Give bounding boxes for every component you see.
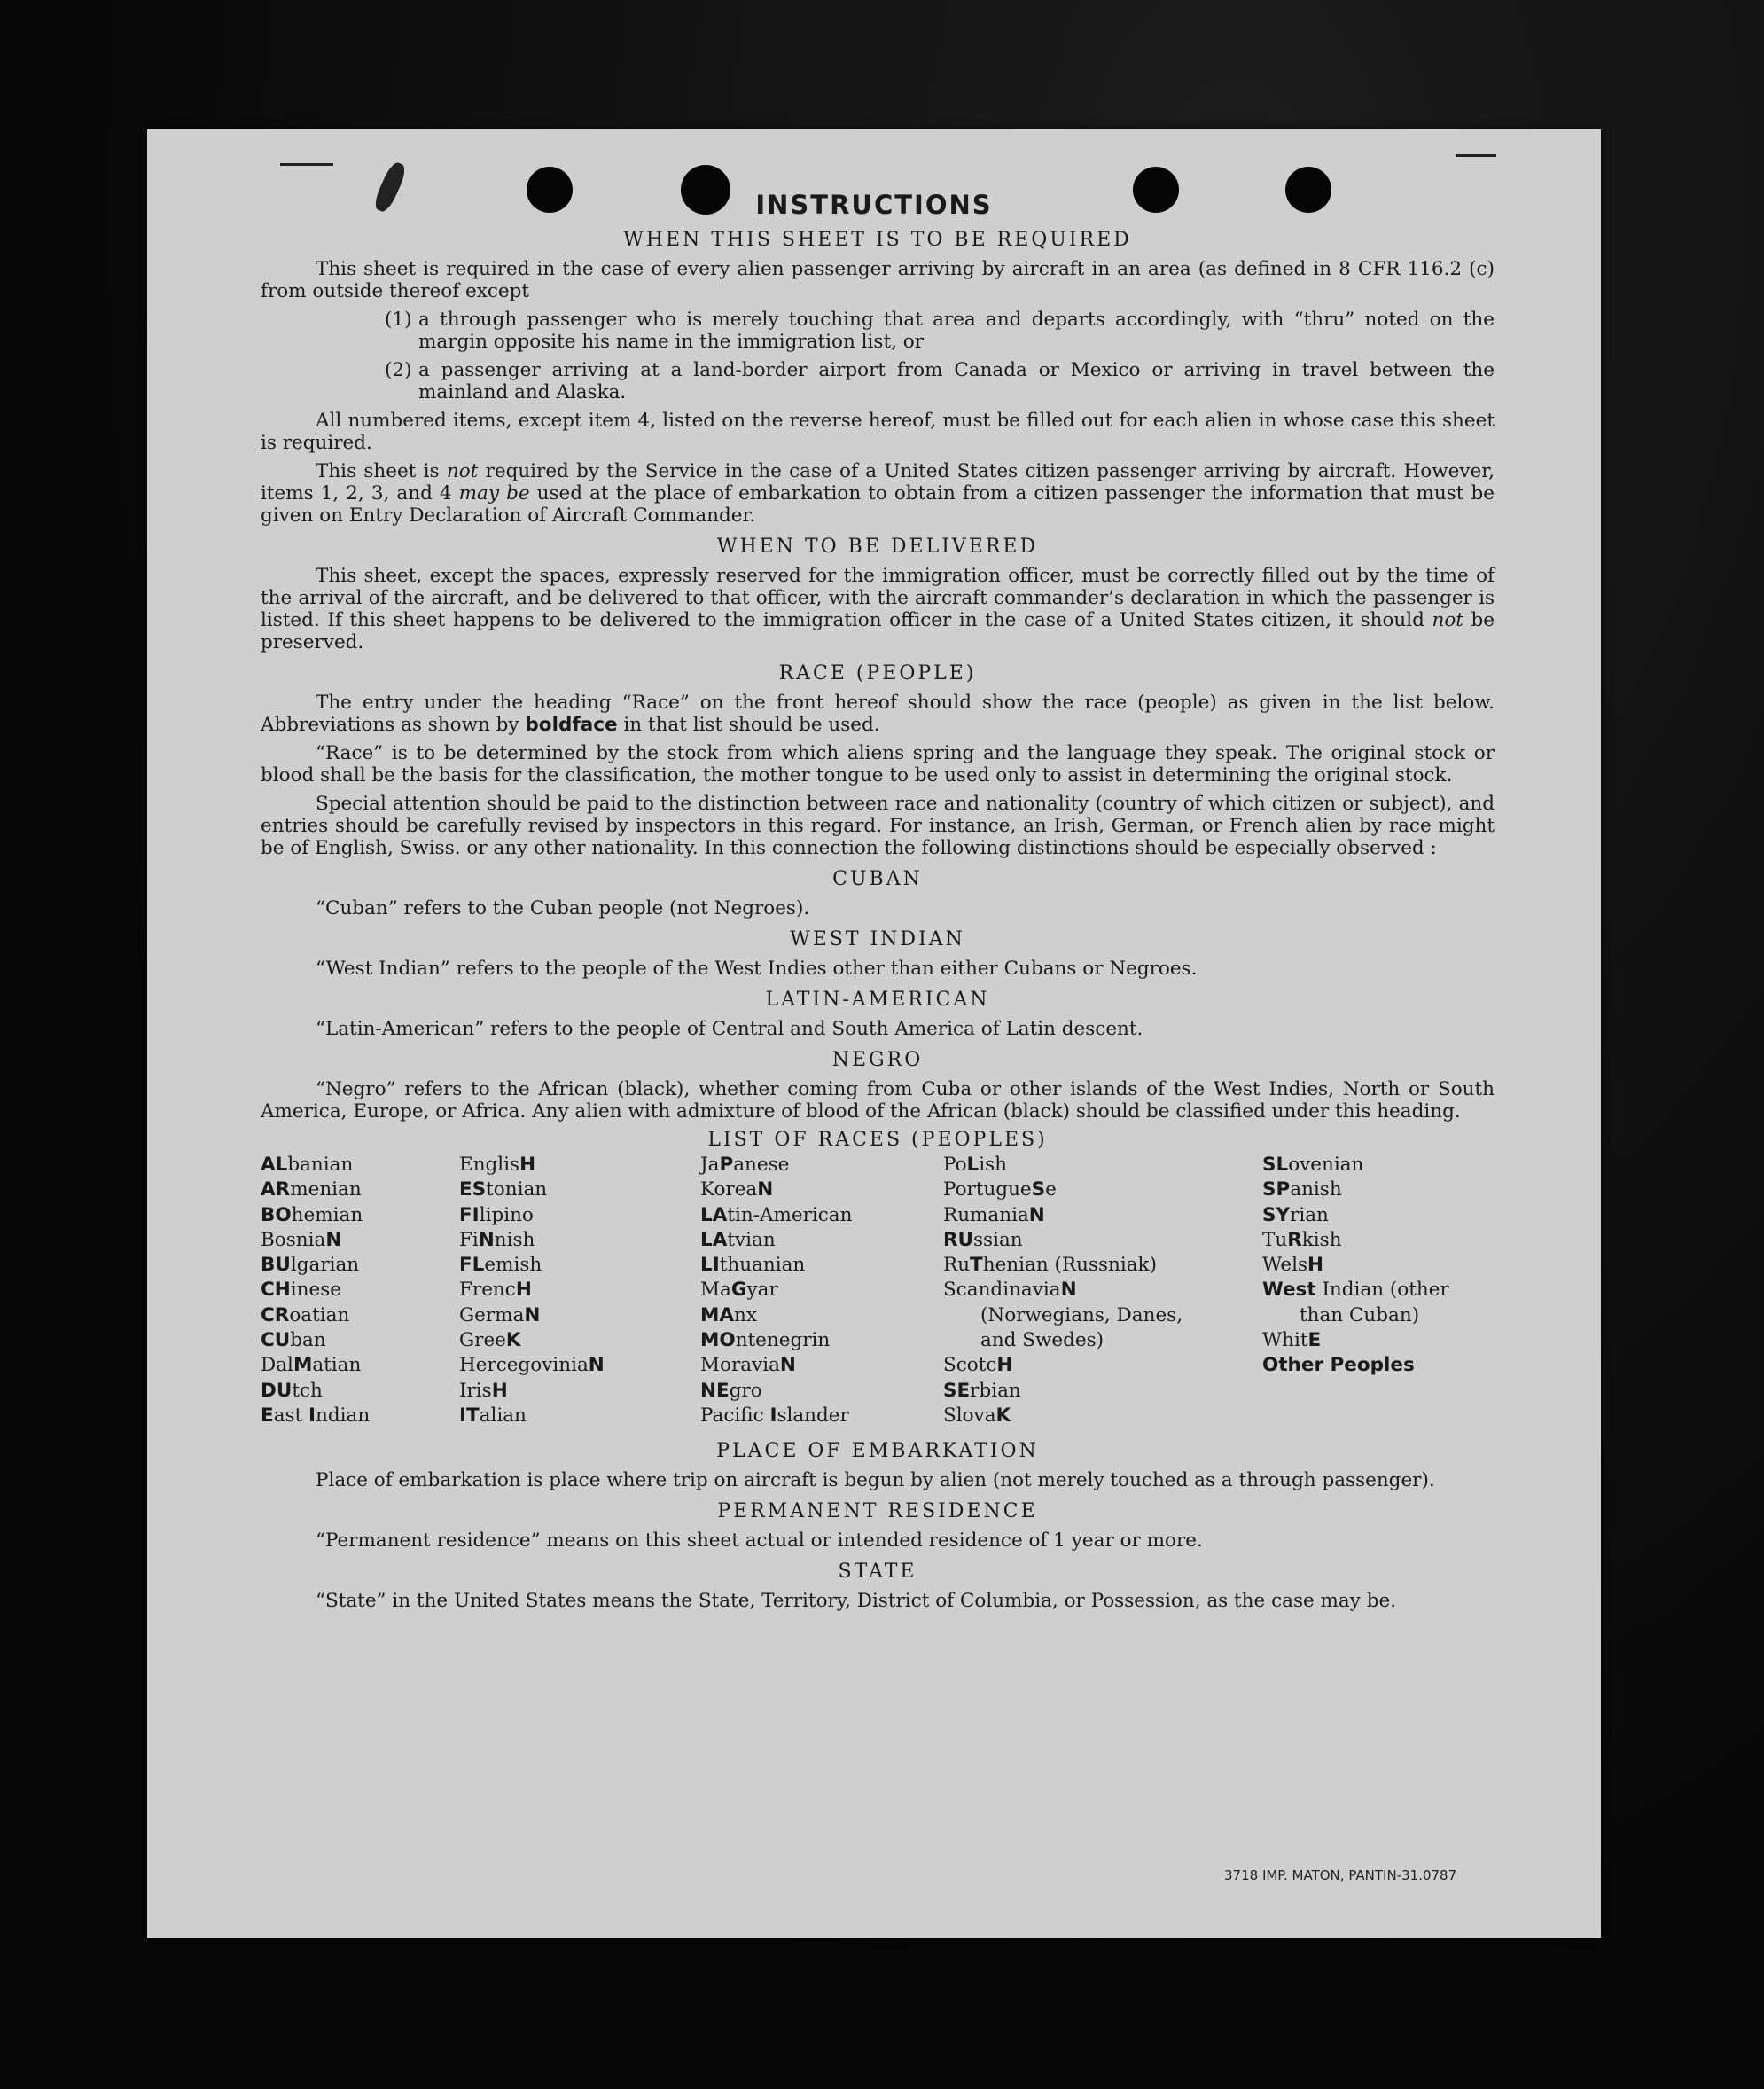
- race-entry: [459, 1278, 663, 1303]
- heading-race: RACE (PEOPLE): [778, 662, 977, 685]
- race-abbrev: SL: [1262, 1154, 1289, 1176]
- race-entry: [943, 1203, 1200, 1228]
- race-entry: [700, 1278, 913, 1303]
- race-entry: [261, 1404, 438, 1428]
- race-abbrev-letter: N: [1060, 1279, 1077, 1302]
- race-entry: [943, 1178, 1200, 1202]
- race-abbrev: SP: [1262, 1178, 1291, 1201]
- race-abbrev: LA: [700, 1228, 728, 1251]
- race-entry: [459, 1153, 663, 1178]
- race-abbrev: CR: [261, 1303, 290, 1326]
- race-entry: [261, 1303, 438, 1328]
- race-name-part: Ru: [943, 1254, 971, 1277]
- race-name-part: Iris: [459, 1379, 492, 1402]
- race-abbrev: ES: [459, 1178, 487, 1201]
- race-abbrev: BO: [261, 1203, 292, 1226]
- text-segment: required by the Service in the case of a United States citizen passenger arriving by aircraft. However, items 1, 2, 3, and 4: [261, 460, 1495, 505]
- race-entry: [1262, 1203, 1495, 1228]
- race-name-part: tin-American: [727, 1203, 853, 1226]
- race-abbrev: AL: [261, 1154, 288, 1176]
- paragraph-cuban: “Cuban” refers to the Cuban people (not Negroes).: [316, 897, 810, 919]
- race-name-part: Pacific: [700, 1404, 770, 1427]
- race-name-part: Whit: [1262, 1329, 1308, 1352]
- race-abbrev-letter: N: [325, 1228, 342, 1251]
- race-entry: [261, 1228, 438, 1253]
- race-name-part: Moravia: [700, 1354, 780, 1377]
- race-name-part: rian: [1290, 1203, 1329, 1226]
- paragraph-delivery: [261, 565, 1495, 653]
- paragraph-required: This sheet is required in the case of every alien passenger arriving by aircraft in an area (as defined in 8 CFR 116.2 (c) from outside thereof except: [261, 258, 1495, 302]
- race-entry: [700, 1178, 913, 1202]
- race-entry: [459, 1353, 663, 1378]
- text-segment: used at the place of embarkation to obtain from a citizen passenger the information that must be given on Entry Declaration of Aircraft Commander.: [261, 482, 1495, 527]
- race-name-part: anish: [1290, 1178, 1342, 1201]
- page-title: INSTRUCTIONS: [755, 190, 993, 220]
- race-name-part: hemian: [291, 1203, 363, 1226]
- race-entry: [943, 1228, 1200, 1253]
- heading-list-of-races: LIST OF RACES (PEOPLES): [707, 1129, 1048, 1151]
- race-abbrev: MO: [700, 1329, 736, 1352]
- race-abbrev-letter: N: [757, 1178, 774, 1201]
- ink-mark: [1456, 154, 1496, 157]
- race-abbrev-letter: K: [505, 1329, 521, 1352]
- races-column: [943, 1153, 1200, 1428]
- race-abbrev: CH: [261, 1279, 291, 1302]
- race-entry: [261, 1178, 438, 1202]
- race-entry: [261, 1253, 438, 1278]
- race-abbrev-letter: N: [779, 1354, 796, 1377]
- race-entry: [943, 1353, 1200, 1378]
- race-name-part: (Norwegians, Danes, and Swedes): [980, 1303, 1183, 1352]
- text-segment: be preserved.: [261, 609, 1495, 653]
- race-name-part: Fi: [459, 1228, 479, 1251]
- race-name-part: rbian: [970, 1379, 1021, 1402]
- race-abbrev-letter: I: [769, 1404, 777, 1427]
- heading-state: STATE: [838, 1561, 917, 1583]
- paragraph-race-entry: [261, 692, 1495, 736]
- instruction-sheet: [147, 129, 1601, 1938]
- race-name-part: thuanian: [719, 1254, 806, 1277]
- text-segment: The entry under the heading “Race” on the front hereof should show the race (people) as given in the list below. Abbreviations as shown by: [261, 692, 1495, 736]
- race-abbrev-letter: N: [588, 1354, 605, 1377]
- race-entry: [700, 1353, 913, 1378]
- race-name-part: alian: [479, 1404, 527, 1427]
- race-entry: [459, 1328, 663, 1353]
- race-name-part: Tu: [1262, 1228, 1288, 1251]
- race-abbrev: IT: [459, 1404, 480, 1427]
- race-name-part: slander: [777, 1404, 849, 1427]
- race-name-part: menian: [290, 1178, 362, 1201]
- race-entry: [943, 1278, 1200, 1353]
- text-segment: in that list should be used.: [617, 714, 880, 736]
- heading-when-required: WHEN THIS SHEET IS TO BE REQUIRED: [623, 229, 1132, 251]
- race-abbrev: NE: [700, 1379, 730, 1402]
- race-name-part: yar: [746, 1279, 778, 1302]
- race-name-part: e: [1045, 1178, 1057, 1201]
- race-abbrev: BU: [261, 1254, 291, 1277]
- race-abbrev-letter: N: [478, 1228, 495, 1251]
- race-entry: [943, 1253, 1200, 1278]
- race-entry: [700, 1253, 913, 1278]
- race-abbrev: CU: [261, 1329, 291, 1352]
- race-entry: [700, 1153, 913, 1178]
- race-name-part: Po: [943, 1154, 967, 1176]
- race-name-part: ast: [273, 1404, 309, 1427]
- race-abbrev: West: [1262, 1279, 1316, 1302]
- race-name-part: Scotc: [943, 1354, 997, 1377]
- race-abbrev-letter: K: [995, 1404, 1011, 1427]
- race-name-part: Korea: [700, 1178, 758, 1201]
- text-segment: This sheet is: [316, 460, 447, 482]
- race-abbrev-letter: N: [524, 1303, 541, 1326]
- race-abbrev: Other Peoples: [1262, 1354, 1415, 1377]
- race-abbrev: FI: [459, 1203, 480, 1226]
- race-name-part: nish: [494, 1228, 535, 1251]
- italic-not: not: [1432, 609, 1463, 631]
- race-name-part: Scandinavia: [943, 1279, 1061, 1302]
- races-column: [261, 1153, 438, 1428]
- race-abbrev-letter: G: [730, 1279, 747, 1302]
- race-abbrev: AR: [261, 1178, 291, 1201]
- paragraph-embarkation: Place of embarkation is place where trip on aircraft is begun by alien (not merely touched as a through passenger).: [316, 1469, 1435, 1491]
- race-name-part: banian: [287, 1154, 354, 1176]
- race-entry: [261, 1379, 438, 1404]
- exception-item-1: [261, 309, 1495, 353]
- race-entry: [459, 1203, 663, 1228]
- heading-when-delivered: WHEN TO BE DELIVERED: [716, 536, 1039, 558]
- exception-text: a passenger arriving at a land-border airport from Canada or Mexico or arriving in travel between the mainland and Alaska.: [418, 359, 1495, 403]
- race-abbrev-letter: H: [996, 1354, 1013, 1377]
- races-column: [1262, 1153, 1495, 1379]
- race-entry: [459, 1404, 663, 1428]
- race-name-part: Gree: [459, 1329, 506, 1352]
- race-name-part: atian: [312, 1354, 362, 1377]
- race-entry: [1262, 1228, 1495, 1253]
- ink-mark: [280, 163, 333, 166]
- race-name-part: inese: [290, 1279, 341, 1302]
- race-name-part: tvian: [727, 1228, 776, 1251]
- race-entry: [700, 1328, 913, 1353]
- races-column: [459, 1153, 663, 1428]
- race-entry: [1262, 1353, 1495, 1378]
- heading-negro: NEGRO: [831, 1049, 924, 1071]
- race-name-part: emish: [484, 1254, 542, 1277]
- race-name-part: Germa: [459, 1303, 525, 1326]
- race-entry: [1262, 1328, 1495, 1353]
- race-name-part: tonian: [486, 1178, 548, 1201]
- paragraph-latin-american: “Latin-American” refers to the people of Central and South America of Latin descent.: [316, 1018, 1143, 1040]
- race-entry: [700, 1228, 913, 1253]
- race-abbrev-letter: H: [1307, 1254, 1323, 1277]
- race-name-part: Ja: [700, 1154, 720, 1176]
- races-list: [261, 1153, 1495, 1435]
- race-name-part: Frenc: [459, 1279, 516, 1302]
- race-abbrev-letter: H: [515, 1279, 532, 1302]
- race-abbrev: DU: [261, 1379, 293, 1402]
- race-entry: [700, 1404, 913, 1428]
- printer-code: 3718 IMP. MATON, PANTIN-31.0787: [1224, 1867, 1457, 1883]
- race-name-part: ssian: [973, 1228, 1023, 1251]
- race-abbrev-letter: N: [1028, 1203, 1045, 1226]
- race-abbrev-letter: L: [966, 1154, 980, 1176]
- exception-item-2: [261, 359, 1495, 403]
- race-abbrev-letter: R: [1287, 1228, 1302, 1251]
- race-name-part: Rumania: [943, 1203, 1029, 1226]
- race-abbrev: FL: [459, 1254, 485, 1277]
- paragraph-negro: “Negro” refers to the African (black), whether coming from Cuba or other islands of the West Indies, North or South America, Europe, or Africa. Any alien with admixture of blood of the African (black) should be classified under this heading.: [261, 1078, 1495, 1123]
- race-name-part: ish: [979, 1154, 1008, 1176]
- race-name-part: Ma: [700, 1279, 731, 1302]
- exception-number: (2): [385, 359, 412, 381]
- race-name-part: ban: [290, 1329, 326, 1352]
- heading-west-indian: WEST INDIAN: [790, 928, 965, 951]
- race-name-part: lgarian: [290, 1254, 360, 1277]
- race-entry: [1262, 1278, 1495, 1328]
- race-name-part: kish: [1301, 1228, 1342, 1251]
- race-abbrev-letter: H: [491, 1379, 508, 1402]
- race-abbrev-letter: S: [1031, 1178, 1046, 1201]
- race-entry: [1262, 1178, 1495, 1202]
- race-name-part: Bosnia: [261, 1228, 326, 1251]
- race-name-part: tch: [292, 1379, 323, 1402]
- race-abbrev: E: [261, 1404, 274, 1427]
- race-abbrev: SE: [943, 1379, 971, 1402]
- heading-cuban: CUBAN: [832, 868, 923, 890]
- race-name-part: Englis: [459, 1154, 520, 1176]
- race-name-part: Indian (other than Cuban): [1300, 1279, 1449, 1326]
- paragraph-state: “State” in the United States means the State, Territory, District of Columbia, or Possession, as the case may be.: [316, 1590, 1397, 1612]
- race-name-part: henian (Russniak): [982, 1254, 1157, 1277]
- italic-may-be: may be: [458, 482, 530, 505]
- race-abbrev: SY: [1262, 1203, 1291, 1226]
- race-abbrev-letter: M: [293, 1354, 313, 1377]
- races-column: [700, 1153, 913, 1428]
- heading-permanent-residence: PERMANENT RESIDENCE: [717, 1500, 1038, 1522]
- race-name-part: ntenegrin: [735, 1329, 831, 1352]
- race-name-part: lipino: [479, 1203, 534, 1226]
- race-entry: [1262, 1153, 1495, 1178]
- document-body: [261, 229, 1495, 1618]
- race-entry: [700, 1379, 913, 1404]
- italic-not: not: [446, 460, 479, 482]
- race-name-part: nx: [734, 1303, 758, 1326]
- race-name-part: Portugue: [943, 1178, 1032, 1201]
- race-name-part: Wels: [1262, 1254, 1307, 1277]
- race-abbrev: LA: [700, 1203, 728, 1226]
- race-entry: [1262, 1253, 1495, 1278]
- race-entry: [459, 1379, 663, 1404]
- heading-latin-american: LATIN-AMERICAN: [765, 989, 990, 1011]
- race-entry: [459, 1178, 663, 1202]
- race-name-part: ndian: [316, 1404, 371, 1427]
- race-name-part: Dal: [261, 1354, 293, 1377]
- exception-text: a through passenger who is merely touching that area and departs accordingly, with “thru” noted on the margin opposite his name in the immigration list, or: [418, 309, 1495, 353]
- race-entry: [459, 1303, 663, 1328]
- race-name-part: gro: [729, 1379, 762, 1402]
- race-abbrev-letter: I: [308, 1404, 316, 1427]
- paragraph-numbered-items: All numbered items, except item 4, listed on the reverse hereof, must be filled out for each alien in whose case this sheet is required.: [261, 410, 1495, 454]
- race-abbrev-letter: H: [519, 1154, 536, 1176]
- race-entry: [943, 1379, 1200, 1404]
- paragraph-race-stock: “Race” is to be determined by the stock from which aliens spring and the language they speak. The original stock or blood shall be the basis for the classification, the mother tongue to be used only to assist in determining the original stock.: [261, 742, 1495, 786]
- race-name-part: anese: [733, 1154, 790, 1176]
- paragraph-west-indian: “West Indian” refers to the people of the West Indies other than either Cubans or Negroes.: [316, 958, 1198, 980]
- race-abbrev: MA: [700, 1303, 735, 1326]
- race-abbrev-letter: T: [970, 1254, 983, 1277]
- race-entry: [261, 1353, 438, 1378]
- race-entry: [700, 1203, 913, 1228]
- race-entry: [459, 1253, 663, 1278]
- race-name-part: Hercegovinia: [459, 1354, 589, 1377]
- race-entry: [261, 1153, 438, 1178]
- race-name-part: oatian: [289, 1303, 350, 1326]
- race-abbrev-letter: P: [719, 1154, 734, 1176]
- paragraph-residence: “Permanent residence” means on this sheet actual or intended residence of 1 year or more.: [316, 1530, 1203, 1552]
- race-abbrev: LI: [700, 1254, 720, 1277]
- race-entry: [261, 1328, 438, 1353]
- race-entry: [700, 1303, 913, 1328]
- race-entry: [459, 1228, 663, 1253]
- race-name-part: ovenian: [1288, 1154, 1364, 1176]
- bold-word-boldface: boldface: [525, 714, 618, 736]
- race-name-part: Slova: [943, 1404, 996, 1427]
- race-abbrev: RU: [943, 1228, 974, 1251]
- race-abbrev-letter: E: [1307, 1329, 1322, 1352]
- race-entry: [943, 1404, 1200, 1428]
- heading-place-of-embarkation: PLACE OF EMBARKATION: [716, 1440, 1039, 1462]
- race-entry: [261, 1278, 438, 1303]
- race-entry: [261, 1203, 438, 1228]
- text-segment: This sheet, except the spaces, expressly reserved for the immigration officer, must be correctly filled out by the time of the arrival of the aircraft, and be delivered to that officer, with the aircraft commander’s declaration in which the passenger is listed. If this sheet happens to be delivered to the immigration officer in the case of a United States citizen, it should: [261, 565, 1495, 631]
- race-entry: [943, 1153, 1200, 1178]
- paragraph-race-nationality: Special attention should be paid to the distinction between race and nationality (country of which citizen or subject), and entries should be carefully revised by inspectors in this regard. For instance, an Irish, German, or French alien by race might be of English, Swiss. or any other nationality. In this connection the following distinctions should be especially observed :: [261, 793, 1495, 859]
- paragraph-citizen: [261, 460, 1495, 527]
- exception-number: (1): [385, 309, 412, 331]
